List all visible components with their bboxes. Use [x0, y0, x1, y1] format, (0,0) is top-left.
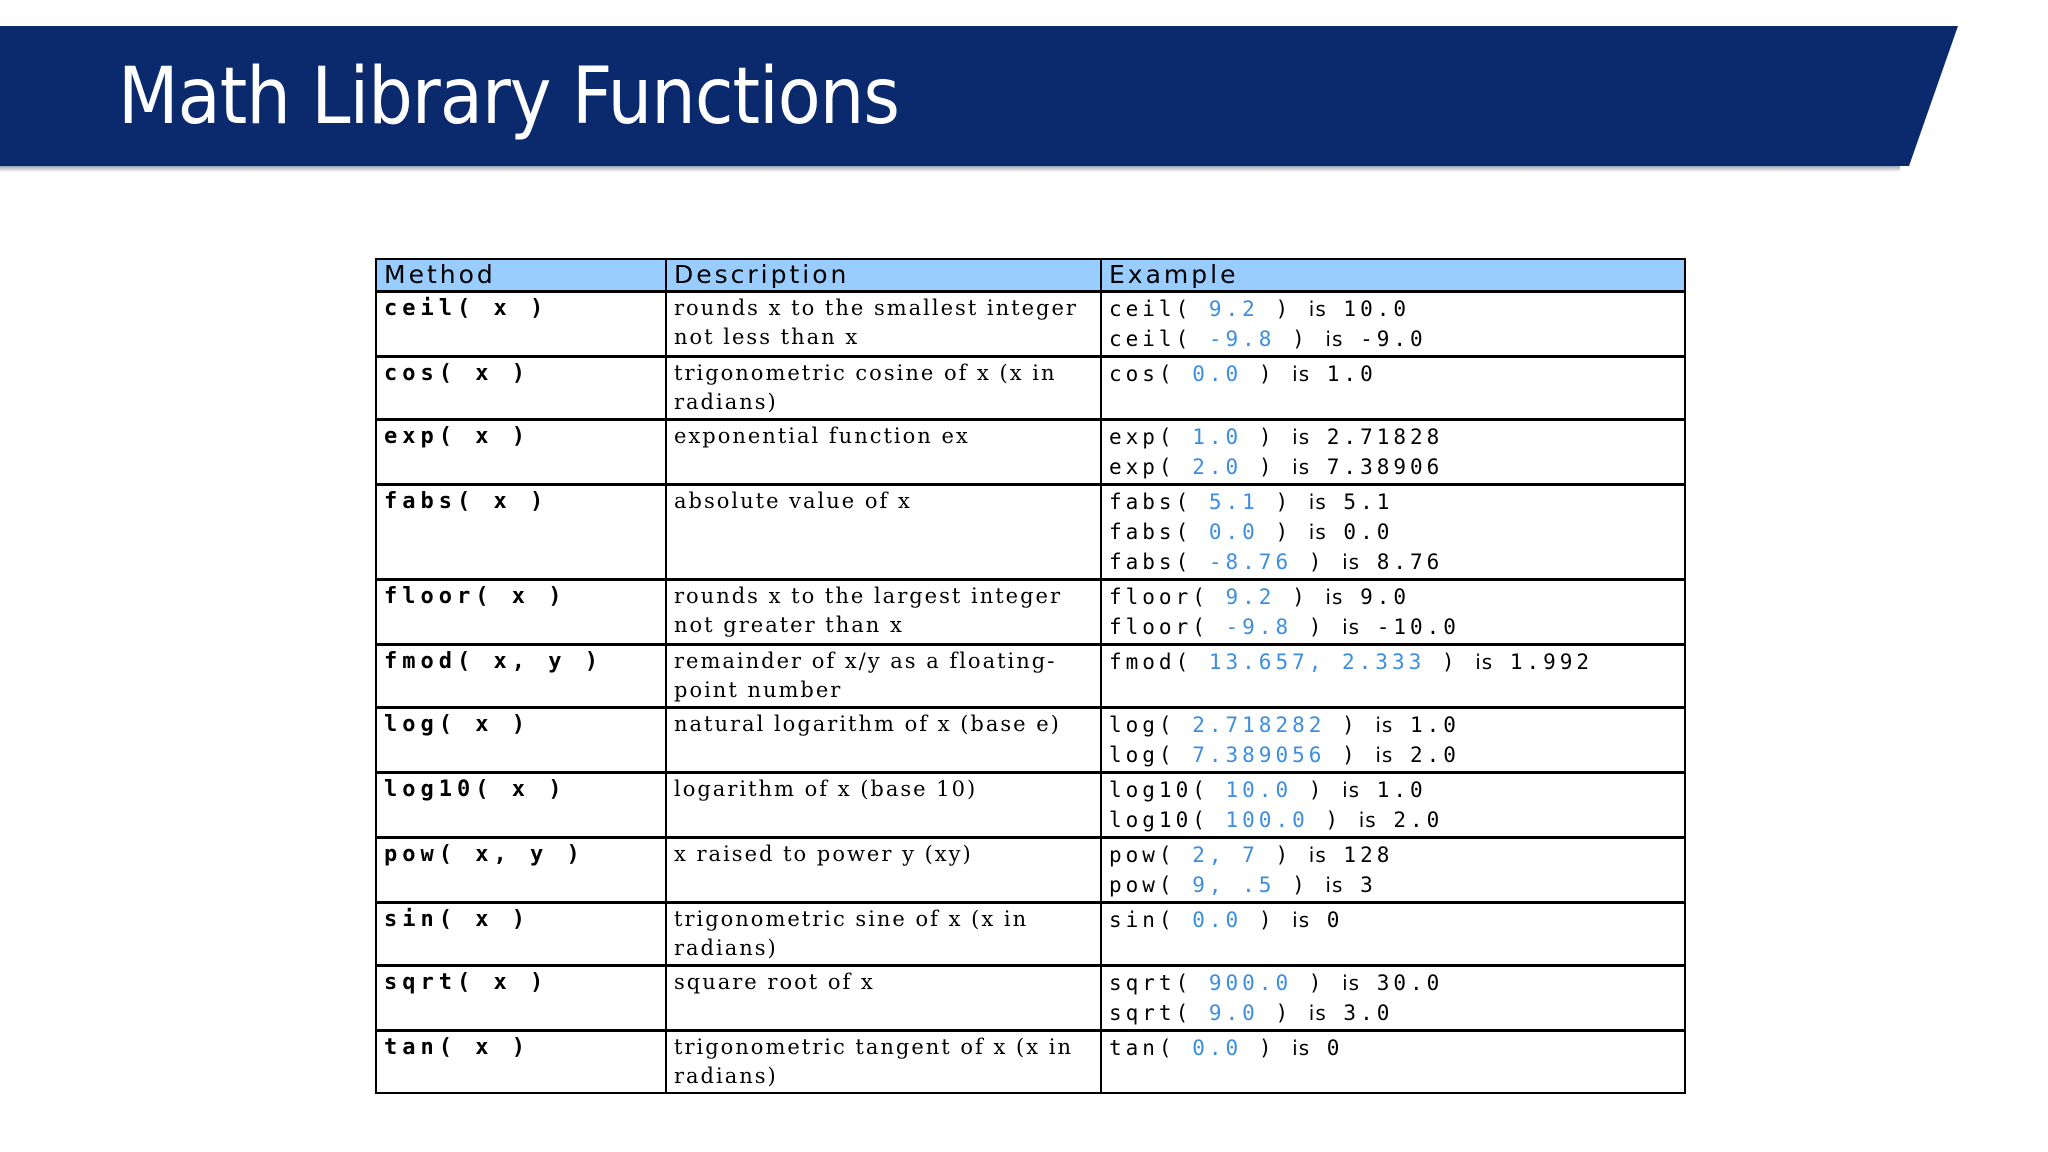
example-cell	[1101, 966, 1685, 1031]
description-cell: x raised to power y (xy)	[666, 838, 1101, 903]
example-result: 2.71828	[1326, 425, 1444, 449]
example-argument: 100.0	[1225, 808, 1309, 832]
example-cell	[1101, 773, 1685, 838]
example-is: is	[1342, 778, 1361, 802]
example-is: is	[1292, 1036, 1311, 1060]
example-close-paren: )	[1308, 971, 1326, 995]
example-function: sin(	[1109, 908, 1176, 932]
example-is: is	[1325, 327, 1344, 351]
example-line	[1109, 647, 1677, 677]
example-result: 0.0	[1343, 520, 1394, 544]
example-line	[1109, 905, 1677, 935]
example-is: is	[1358, 808, 1377, 832]
slide-title: Math Library Functions	[118, 52, 900, 142]
example-argument: 0.0	[1192, 362, 1243, 386]
method-cell: sqrt( x )	[376, 966, 666, 1031]
table-body	[376, 292, 1685, 1094]
example-is: is	[1325, 873, 1344, 897]
example-function: log(	[1109, 713, 1176, 737]
example-cell	[1101, 838, 1685, 903]
description-cell: rounds x to the largest integer not greater than x	[666, 580, 1101, 645]
method-cell: sin( x )	[376, 903, 666, 966]
description-cell: logarithm of x (base 10)	[666, 773, 1101, 838]
example-result: 2.0	[1393, 808, 1444, 832]
banner-shadow	[0, 166, 1900, 172]
example-function: log10(	[1109, 778, 1209, 802]
example-is: is	[1308, 520, 1327, 544]
example-result: 8.76	[1376, 550, 1444, 574]
example-close-paren: )	[1325, 808, 1343, 832]
header-description: Description	[666, 259, 1101, 292]
method-cell: ceil( x )	[376, 292, 666, 357]
example-result: 1.0	[1326, 362, 1377, 386]
example-is: is	[1308, 490, 1327, 514]
example-is: is	[1342, 615, 1361, 639]
example-cell	[1101, 1031, 1685, 1094]
example-cell	[1101, 292, 1685, 357]
method-cell: pow( x, y )	[376, 838, 666, 903]
example-result: 128	[1343, 843, 1394, 867]
example-is: is	[1342, 971, 1361, 995]
example-result: 2.0	[1410, 743, 1460, 767]
example-is: is	[1475, 650, 1494, 674]
example-line	[1109, 968, 1677, 998]
method-cell: floor( x )	[376, 580, 666, 645]
example-is: is	[1342, 550, 1361, 574]
math-functions-table	[375, 258, 1686, 1094]
example-close-paren: )	[1275, 520, 1293, 544]
example-close-paren: )	[1292, 327, 1309, 351]
example-result: 3.0	[1343, 1001, 1394, 1025]
table-row	[376, 645, 1685, 708]
example-line	[1109, 582, 1677, 612]
description-cell: remainder of x/y as a floating-point number	[666, 645, 1101, 708]
example-function: tan(	[1109, 1036, 1176, 1060]
example-line	[1109, 487, 1677, 517]
example-argument: 0.0	[1192, 908, 1243, 932]
example-close-paren: )	[1258, 362, 1276, 386]
example-close-paren: )	[1258, 455, 1276, 479]
example-close-paren: )	[1308, 615, 1326, 639]
example-line	[1109, 422, 1677, 452]
example-cell	[1101, 708, 1685, 773]
example-line	[1109, 517, 1677, 547]
table-header-row	[376, 259, 1685, 292]
example-result: 0	[1326, 908, 1344, 932]
table-row	[376, 903, 1685, 966]
example-argument: 9, .5	[1192, 873, 1276, 897]
example-close-paren: )	[1308, 778, 1326, 802]
example-cell	[1101, 580, 1685, 645]
example-line	[1109, 1033, 1677, 1063]
example-result: -10.0	[1376, 615, 1460, 639]
example-line	[1109, 775, 1677, 805]
table-row	[376, 420, 1685, 485]
example-cell	[1101, 420, 1685, 485]
example-is: is	[1308, 1001, 1327, 1025]
method-cell: fmod( x, y )	[376, 645, 666, 708]
table-row	[376, 773, 1685, 838]
table-row	[376, 357, 1685, 420]
example-line	[1109, 740, 1677, 770]
example-cell	[1101, 357, 1685, 420]
example-close-paren: )	[1342, 713, 1359, 737]
example-argument: 9.0	[1208, 1001, 1259, 1025]
example-close-paren: )	[1258, 1036, 1276, 1060]
example-line	[1109, 452, 1677, 482]
example-argument: 2.718282	[1192, 713, 1326, 737]
example-is: is	[1325, 585, 1344, 609]
example-function: fabs(	[1109, 520, 1193, 544]
example-close-paren: )	[1292, 585, 1309, 609]
example-line	[1109, 840, 1677, 870]
example-result: 1.0	[1410, 713, 1460, 737]
example-line	[1109, 805, 1677, 835]
method-cell: tan( x )	[376, 1031, 666, 1094]
table-row	[376, 708, 1685, 773]
example-argument: -9.8	[1208, 327, 1276, 351]
example-is: is	[1308, 297, 1327, 321]
example-argument: 2.0	[1192, 455, 1243, 479]
method-cell: cos( x )	[376, 357, 666, 420]
example-argument: 0.0	[1208, 520, 1259, 544]
description-cell: square root of x	[666, 966, 1101, 1031]
example-line	[1109, 998, 1677, 1028]
example-close-paren: )	[1275, 490, 1293, 514]
example-function: fabs(	[1109, 490, 1193, 514]
example-is: is	[1308, 843, 1327, 867]
example-function: fmod(	[1109, 650, 1193, 674]
description-cell: rounds x to the smallest integer not less than x	[666, 292, 1101, 357]
example-result: 5.1	[1343, 490, 1394, 514]
example-argument: 9.2	[1225, 585, 1276, 609]
method-cell: fabs( x )	[376, 485, 666, 580]
example-result: 1.992	[1509, 650, 1594, 674]
description-cell: trigonometric cosine of x (x in radians)	[666, 357, 1101, 420]
description-cell: exponential function ex	[666, 420, 1101, 485]
description-cell: natural logarithm of x (base e)	[666, 708, 1101, 773]
example-line	[1109, 870, 1677, 900]
example-function: exp(	[1109, 455, 1176, 479]
description-cell: trigonometric tangent of x (x in radians)	[666, 1031, 1101, 1094]
example-cell	[1101, 645, 1685, 708]
example-close-paren: )	[1275, 1001, 1293, 1025]
example-is: is	[1292, 362, 1311, 386]
example-function: ceil(	[1109, 327, 1193, 351]
example-function: pow(	[1109, 873, 1176, 897]
table-row	[376, 292, 1685, 357]
example-close-paren: )	[1441, 650, 1459, 674]
example-line	[1109, 294, 1677, 324]
example-is: is	[1375, 743, 1394, 767]
example-function: pow(	[1109, 843, 1176, 867]
example-argument: 0.0	[1192, 1036, 1243, 1060]
example-result: 1.0	[1376, 778, 1427, 802]
example-function: fabs(	[1109, 550, 1193, 574]
example-argument: 900.0	[1208, 971, 1293, 995]
example-function: exp(	[1109, 425, 1176, 449]
example-cell	[1101, 903, 1685, 966]
table-row	[376, 838, 1685, 903]
table-row	[376, 966, 1685, 1031]
method-cell: log( x )	[376, 708, 666, 773]
table-row	[376, 580, 1685, 645]
example-function: floor(	[1109, 615, 1209, 639]
example-close-paren: )	[1292, 873, 1309, 897]
example-close-paren: )	[1342, 743, 1359, 767]
example-result: 10.0	[1343, 297, 1410, 321]
example-result: -9.0	[1360, 327, 1427, 351]
example-is: is	[1292, 425, 1311, 449]
example-result: 30.0	[1376, 971, 1444, 995]
example-argument: 7.389056	[1192, 743, 1326, 767]
example-argument: 5.1	[1208, 490, 1259, 514]
example-line	[1109, 547, 1677, 577]
example-function: sqrt(	[1109, 971, 1193, 995]
example-argument: -8.76	[1208, 550, 1293, 574]
example-result: 7.38906	[1326, 455, 1444, 479]
example-argument: 9.2	[1208, 297, 1259, 321]
example-function: cos(	[1109, 362, 1176, 386]
example-close-paren: )	[1275, 843, 1293, 867]
example-is: is	[1292, 908, 1311, 932]
example-line	[1109, 359, 1677, 389]
example-argument: 10.0	[1225, 778, 1293, 802]
description-cell: absolute value of x	[666, 485, 1101, 580]
example-cell	[1101, 485, 1685, 580]
example-close-paren: )	[1308, 550, 1326, 574]
example-result: 9.0	[1360, 585, 1410, 609]
example-function: log10(	[1109, 808, 1209, 832]
example-close-paren: )	[1258, 908, 1276, 932]
example-argument: 2, 7	[1192, 843, 1259, 867]
header-example: Example	[1101, 259, 1685, 292]
example-function: ceil(	[1109, 297, 1193, 321]
example-close-paren: )	[1258, 425, 1276, 449]
table-row	[376, 485, 1685, 580]
example-function: sqrt(	[1109, 1001, 1193, 1025]
table-row	[376, 1031, 1685, 1094]
example-is: is	[1375, 713, 1394, 737]
example-result: 3	[1360, 873, 1377, 897]
header-method: Method	[376, 259, 666, 292]
description-cell: trigonometric sine of x (x in radians)	[666, 903, 1101, 966]
example-argument: 1.0	[1192, 425, 1243, 449]
example-argument: 13.657, 2.333	[1208, 650, 1426, 674]
example-line	[1109, 612, 1677, 642]
example-line	[1109, 710, 1677, 740]
example-line	[1109, 324, 1677, 354]
example-argument: -9.8	[1225, 615, 1293, 639]
example-close-paren: )	[1275, 297, 1293, 321]
example-function: log(	[1109, 743, 1176, 767]
example-is: is	[1292, 455, 1311, 479]
example-result: 0	[1326, 1036, 1344, 1060]
example-function: floor(	[1109, 585, 1209, 609]
method-cell: exp( x )	[376, 420, 666, 485]
method-cell: log10( x )	[376, 773, 666, 838]
